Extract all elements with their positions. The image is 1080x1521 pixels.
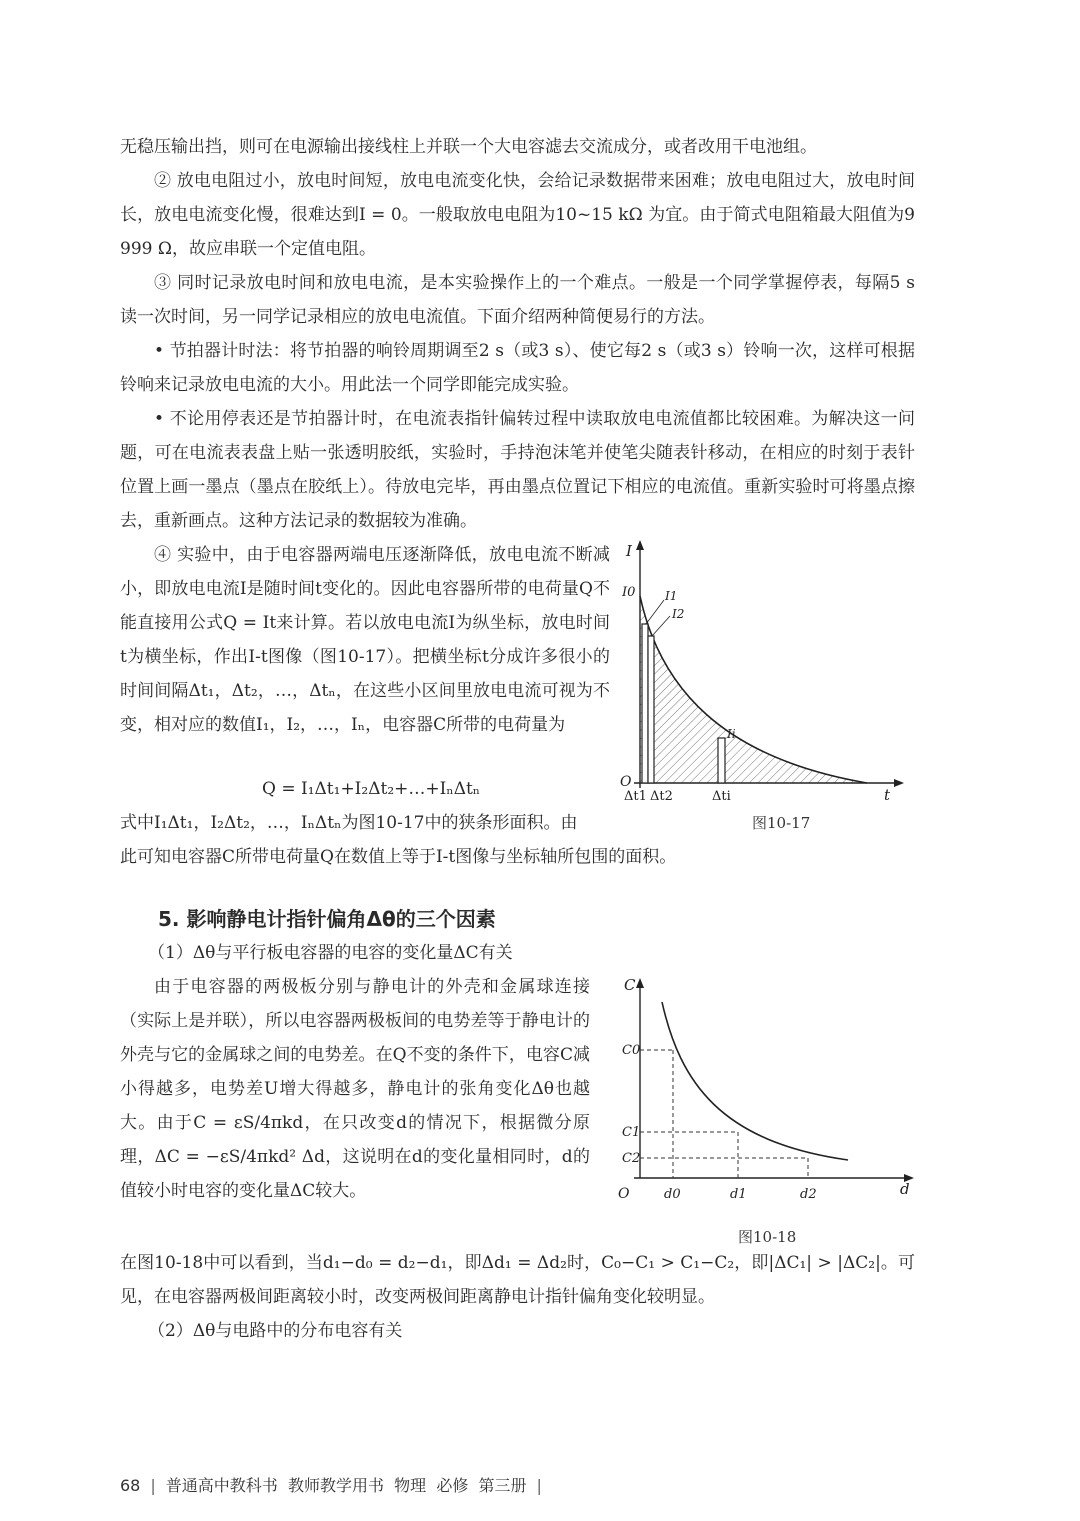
strip-i	[718, 738, 725, 783]
paragraph-3: • 节拍器计时法：将节拍器的响铃周期调至2 s（或3 s）、使它每2 s（或3 s）铃响一次，这样可根据铃响来记录放电电流的大小。用此法一个同学即能完成实验。	[120, 341, 915, 395]
label-C2: C2	[622, 1151, 641, 1166]
figure-10-18	[610, 972, 920, 1212]
formula-charge: Q = I₁Δt₁+I₂Δt₂+…+IₙΔtₙ	[262, 779, 481, 799]
caption-10-17: 图10-17	[752, 814, 811, 832]
footer-series: 教师教学用书	[287, 1476, 384, 1495]
strip-2	[648, 636, 654, 783]
label-I1: I1	[665, 589, 678, 603]
label-I0: I0	[622, 585, 636, 600]
label-C-axis: C	[624, 976, 636, 994]
paragraph-1: ② 放电电阻过小，放电时间短，放电电流变化快，会给记录数据带来困难；放电电阻过大，放电时间长，放电电流变化慢，很难达到I = 0。一般取放电电阻为10~15 kΩ 为宜。由于简式电阻箱最大阻值为9 999 Ω，故应串联一个定值电阻。	[120, 171, 915, 259]
section-heading: 5. 影响静电计指针偏角Δθ的三个因素	[158, 907, 496, 931]
footer-level: 必修	[436, 1476, 469, 1495]
label-d1: d1	[730, 1187, 747, 1202]
label-origin: O	[620, 774, 632, 790]
capacitance-curve	[662, 1002, 848, 1160]
figure-10-17	[612, 538, 912, 808]
paragraph-6a: 式中I₁Δt₁，I₂Δt₂，…，IₙΔtₙ为图10-17中的狭条形面积。由	[120, 813, 578, 833]
label-C1: C1	[622, 1125, 641, 1140]
label-dt1: Δt1	[624, 789, 647, 804]
paragraph-6b: 此可知电容器C所带电荷量Q在数值上等于I-t图像与坐标轴所包围的面积。	[120, 847, 677, 867]
paragraph-5: ④ 实验中，由于电容器两端电压逐渐降低，放电电流不断减小，即放电电流I是随时间t变化的。因此电容器所带的电荷量Q不能直接用公式Q = It来计算。若以放电电流I为纵坐标，放电时间t为横坐标，作出I-t图像（图10-17）。把横坐标t分成许多很小的时间间隔Δt₁，Δt₂，…，Δtₙ，在这些小区间里放电电流可视为不变，相对应的数值I₁，I₂，…，Iₙ，电容器C所带的电荷量为	[120, 545, 610, 735]
footer-volume: 第三册	[478, 1476, 527, 1495]
label-origin: O	[618, 1186, 630, 1202]
footer-subject: 物理	[394, 1476, 427, 1495]
label-Ii: Ii	[727, 727, 736, 741]
caption-10-18: 图10-18	[738, 1228, 797, 1246]
footer-book: 普通高中教科书	[165, 1476, 278, 1495]
label-C0: C0	[622, 1043, 641, 1058]
subheading-1: （1）Δθ与平行板电容器的电容的变化量ΔC有关	[148, 943, 513, 963]
area-under-curve	[640, 596, 867, 783]
label-d-axis: d	[900, 1180, 910, 1198]
paragraph-2: ③ 同时记录放电时间和放电电流，是本实验操作上的一个难点。一般是一个同学掌握停表，每隔5 s读一次时间，另一同学记录相应的放电电流值。下面介绍两种简便易行的方法。	[120, 273, 915, 327]
page-number: 68	[120, 1476, 141, 1495]
strip-1	[642, 624, 648, 783]
label-I2: I2	[672, 607, 685, 621]
page-footer: 68 | 普通高中教科书 教师教学用书 物理 必修 第三册 |	[120, 1476, 542, 1495]
paragraph-7: 由于电容器的两极板分别与静电计的外壳和金属球连接（实际上是并联），所以电容器两极板间的电势差等于静电计的外壳与它的金属球之间的电势差。在Q不变的条件下，电容C减小得越多，电势差U增大得越多，静电计的张角变化Δθ也越大。由于C = εS/4πkd，在只改变d的情况下，根据微分原理，ΔC = −εS/4πkd² Δd，这说明在d的变化量相同时，d的值较小时电容的变化量ΔC较大。	[120, 977, 590, 1201]
subheading-2: （2）Δθ与电路中的分布电容有关	[148, 1321, 403, 1341]
paragraph-0: 无稳压输出挡，则可在电源输出接线柱上并联一个大电容滤去交流成分，或者改用干电池组。	[120, 137, 817, 157]
label-dt2: Δt2	[650, 789, 673, 804]
label-I-axis: I	[626, 542, 632, 560]
label-t-axis: t	[884, 786, 891, 804]
label-d0: d0	[664, 1187, 681, 1202]
label-dti: Δti	[712, 789, 731, 804]
label-d2: d2	[800, 1187, 817, 1202]
paragraph-8: 在图10-18中可以看到，当d₁−d₀ = d₂−d₁，即Δd₁ = Δd₂时，C₀−C₁ > C₁−C₂，即|ΔC₁| > |ΔC₂|。可见，在电容器两极间距离较小时，改变两极间距离静电计指针偏角变化较明显。	[120, 1253, 915, 1307]
paragraph-4: • 不论用停表还是节拍器计时，在电流表指针偏转过程中读取放电电流值都比较困难。为解决这一问题，可在电流表表盘上贴一张透明胶纸，实验时，手持泡沫笔并使笔尖随表针移动，在相应的时刻于表针位置上画一墨点（墨点在胶纸上）。待放电完毕，再由墨点位置记下相应的电流值。重新实验时可将墨点擦去，重新画点。这种方法记录的数据较为准确。	[120, 409, 915, 531]
